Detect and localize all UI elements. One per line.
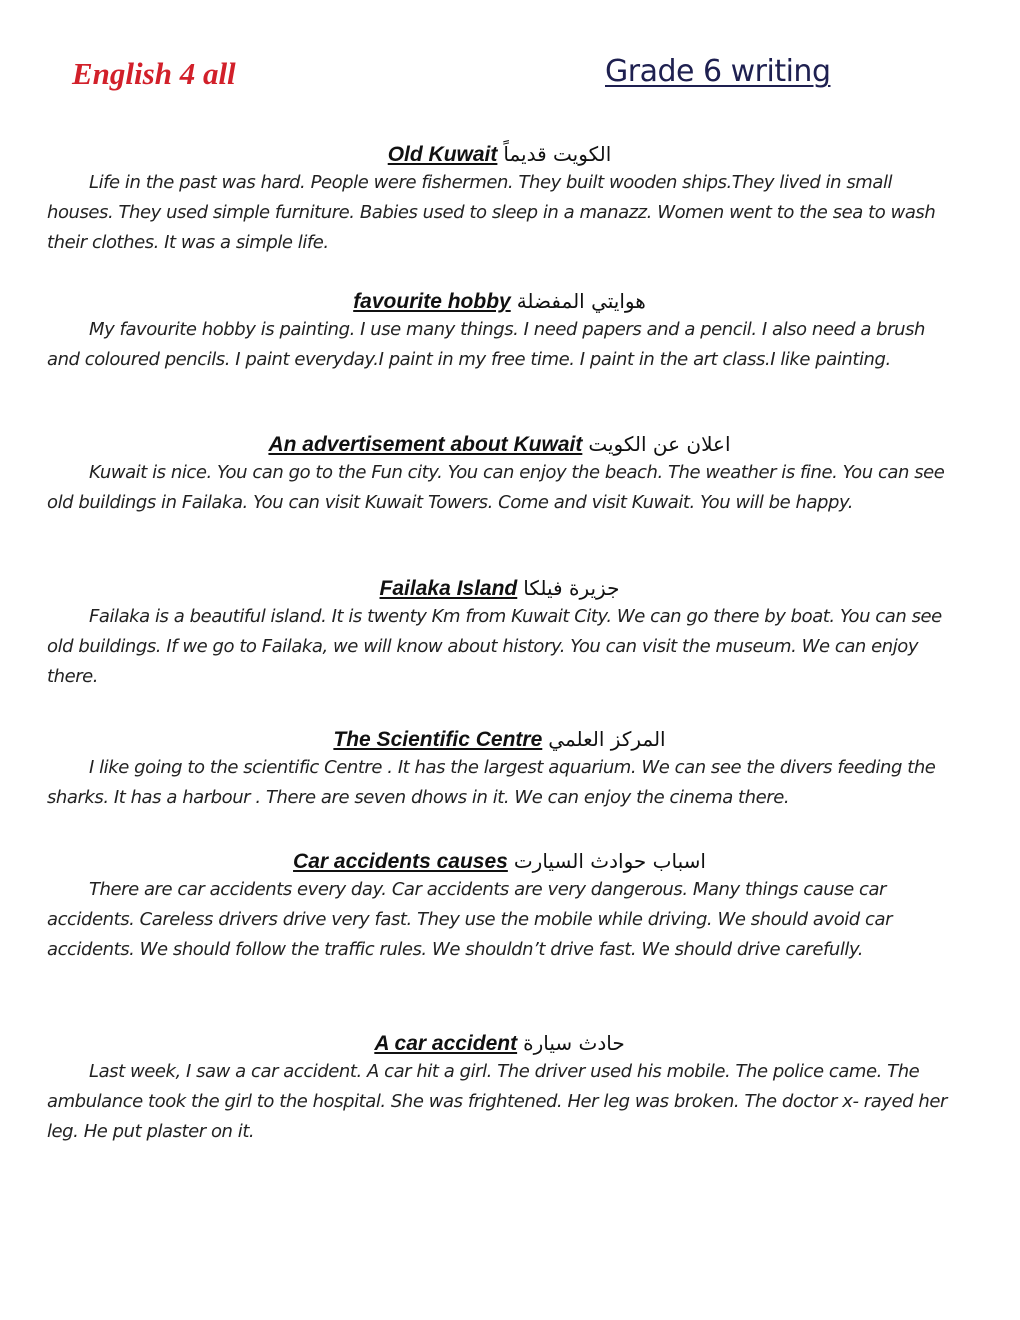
section-title-arabic: المركز العلمي [548,727,666,751]
section-title-english: Failaka Island [379,577,518,600]
section-title [47,848,952,875]
section-paragraph: There are car accidents every day. Car accidents are very dangerous. Many things cause car accidents. Careless drivers drive very fast. They use the mobile while driving. We should avoid car accidents. We should follow the traffic rules. We shouldn’t drive fast. We should drive carefully. [47,879,893,960]
section-title-arabic: جزيرة فيلكا [523,576,620,600]
section-title-arabic: اعلان عن الكويت [588,432,731,456]
section-paragraph: Last week, I saw a car accident. A car hit a girl. The driver used his mobile. The police came. The ambulance took the girl to the hospital. She was frightened. Her leg was broken. The doctor x- rayed her leg. He put plaster on it. [47,1061,947,1142]
grade-title: Grade 6 writing [605,54,831,89]
section-title-english: Old Kuwait [387,143,498,166]
section-title [47,575,952,602]
section-scientific-centre [47,726,952,813]
section-paragraph: My favourite hobby is painting. I use many things. I need papers and a pencil. I also need a brush and coloured pencils. I paint everyday.I paint in my free time. I paint in the art class.I like painting. [47,319,925,370]
section-title-english: Car accidents causes [293,850,508,873]
section-title [47,431,952,458]
section-title-english: An advertisement about Kuwait [268,433,583,456]
section-advertisement-kuwait [47,431,952,518]
section-car-accidents-causes [47,848,952,965]
section-title-arabic: اسباب حوادث السيارت [513,849,706,873]
section-title [47,288,952,315]
section-title-arabic: حادث سيارة [523,1031,625,1055]
section-title-english: The Scientific Centre [333,728,543,751]
section-paragraph: I like going to the scientific Centre . It has the largest aquarium. We can see the divers feeding the sharks. It has a harbour . There are seven dhows in it. We can enjoy the cinema there. [47,757,936,808]
section-paragraph: Kuwait is nice. You can go to the Fun city. You can enjoy the beach. The weather is fine. You can see old buildings in Failaka. You can visit Kuwait Towers. Come and visit Kuwait. You will be happy. [47,462,945,513]
section-title-english: favourite hobby [353,290,511,313]
section-title [47,726,952,753]
section-title-english: A car accident [374,1032,518,1055]
brand-title: English 4 all [72,56,236,91]
section-paragraph: Life in the past was hard. People were fishermen. They built wooden ships.They lived in small houses. They used simple furniture. Babies used to sleep in a manazz. Women went to the sea to wash their clothes. It was a simple life. [47,172,936,253]
section-failaka-island [47,575,952,692]
section-title-arabic: الكويت قديماً [503,142,612,166]
section-paragraph: Failaka is a beautiful island. It is twenty Km from Kuwait City. We can go there by boat. You can see old buildings. If we go to Failaka, we will know about history. You can visit the museum. We can enjoy there. [47,606,942,687]
section-title [47,141,952,168]
section-favourite-hobby [47,288,952,375]
section-car-accident [47,1030,952,1147]
section-title [47,1030,952,1057]
section-old-kuwait [47,141,952,258]
section-title-arabic: هوايتي المفضلة [516,289,646,313]
